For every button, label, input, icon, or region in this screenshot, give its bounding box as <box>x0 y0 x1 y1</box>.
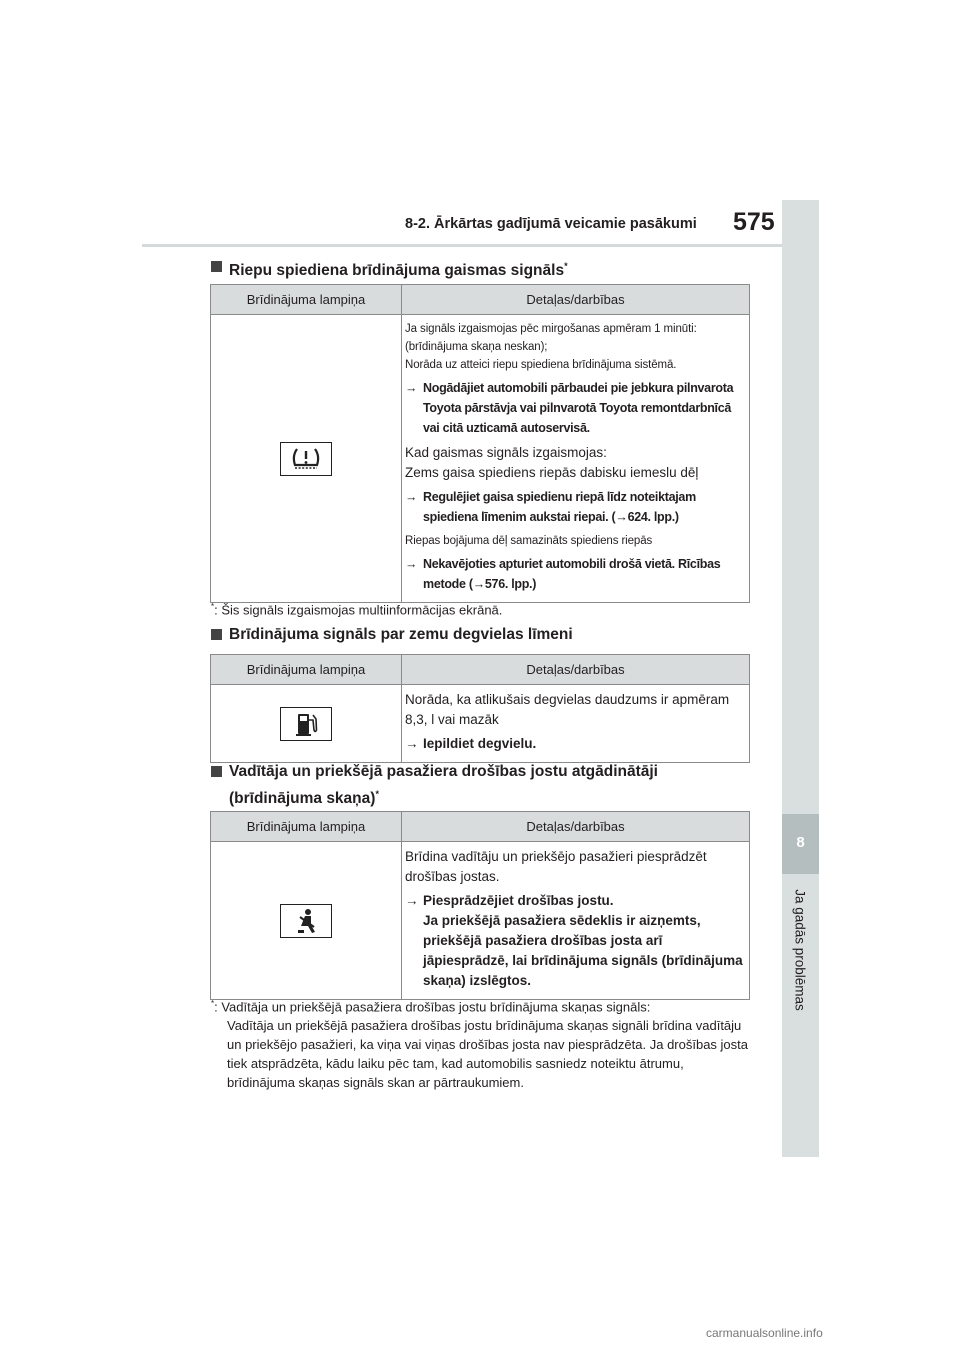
footnote-mark: * <box>564 261 568 271</box>
seatbelt-reminder-icon <box>280 904 332 938</box>
arrow-icon: → <box>472 577 485 591</box>
header-details: Detaļas/darbības <box>402 812 750 842</box>
page-reference: 576. lpp.) <box>484 577 537 591</box>
seatbelt-table <box>210 811 750 1000</box>
chapter-label: Ja gadās problēmas <box>792 889 808 1011</box>
page-number: 575 <box>733 208 775 236</box>
tire-pressure-warning-icon <box>280 442 332 476</box>
detail-text: (brīdinājuma skaņa neskan); <box>405 341 548 353</box>
arrow-icon: → <box>405 490 418 504</box>
details-cell <box>402 315 750 603</box>
header-lamp: Brīdinājuma lampiņa <box>211 812 402 842</box>
footnote-text: : Šis signāls izgaismojas multiinformācijas ekrānā. <box>214 602 503 618</box>
action-text: Ja priekšējā pasažiera sēdeklis ir aizņemts, priekšējā pasažiera drošības josta arī jāpiesprādzē, lai brīdinājuma signāls (brīdinājuma skaņa) izslēgtos. <box>423 913 743 988</box>
action-item <box>405 734 743 754</box>
arrow-icon: → <box>615 510 628 524</box>
square-bullet-icon <box>211 766 222 777</box>
lamp-cell <box>211 315 402 603</box>
detail-text: Norāda, ka atlikušais degvielas daudzums ir apmēram 8,3, l vai mazāk <box>405 692 730 727</box>
tire-pressure-table <box>210 284 750 603</box>
details-cell <box>402 685 750 763</box>
action-item <box>405 891 743 991</box>
action-text: Nogādājiet automobili pārbaudei pie jebkura pilnvarota Toyota pārstāvja vai pilnvarotā Toyota remontdarbnīcā vai citā uzticamā autoservisā. <box>423 381 734 435</box>
arrow-icon: → <box>405 893 419 908</box>
header-lamp: Brīdinājuma lampiņa <box>211 285 402 315</box>
header-divider <box>142 244 782 247</box>
header-details: Detaļas/darbības <box>402 655 750 685</box>
heading-text: (brīdinājuma skaņa) <box>229 790 376 808</box>
detail-text: Riepas bojājuma dēļ samazināts spiediens riepās <box>405 535 653 547</box>
action-item <box>405 554 743 594</box>
arrow-icon: → <box>405 736 419 751</box>
action-item <box>405 378 743 438</box>
section-heading-fuel <box>211 623 573 646</box>
details-cell <box>402 842 750 1000</box>
section-title: 8-2. Ārkārtas gadījumā veicamie pasākumi <box>405 216 697 232</box>
fuel-table <box>210 654 750 763</box>
footnote-tire-pressure <box>211 597 502 619</box>
square-bullet-icon <box>211 629 222 640</box>
section-heading-tire-pressure <box>211 255 568 282</box>
square-bullet-icon <box>211 261 222 272</box>
action-text: Piesprādzējiet drošības jostu. <box>423 893 614 908</box>
chapter-number: 8 <box>796 834 805 851</box>
heading-text: Riepu spiediena brīdinājuma gaismas signāls <box>229 262 565 280</box>
heading-text: Vadītāja un priekšējā pasažiera drošības jostu atgādinātāji <box>229 763 658 780</box>
arrow-icon: → <box>405 381 418 395</box>
detail-text: Brīdina vadītāju un priekšējo pasažieri piesprādzēt drošības jostas. <box>405 849 707 884</box>
lamp-cell <box>211 685 402 763</box>
footnote-mark: * <box>211 999 215 1008</box>
footnote-mark: * <box>211 602 215 611</box>
action-item <box>405 487 743 527</box>
detail-text: Ja signāls izgaismojas pēc mirgošanas apmēram 1 minūti: <box>405 323 697 335</box>
lamp-cell <box>211 842 402 1000</box>
section-heading-seatbelt <box>211 760 658 810</box>
action-text: Regulējiet gaisa spiedienu riepā līdz noteiktajam spiediena līmenim aukstai riepai. ( <box>423 490 696 524</box>
header-details: Detaļas/darbības <box>402 285 750 315</box>
detail-text: Norāda uz atteici riepu spiediena brīdinājuma sistēmā. <box>405 359 677 371</box>
action-text: Iepildiet degvielu. <box>423 736 537 751</box>
footnote-text: Vadītāja un priekšējā pasažiera drošības jostu brīdinājuma skaņas signāli brīdina vadītāju un priekšējo pasažieri, ka viņa vai viņas drošības josta nav piesprādzēta. Ja drošības josta tiek atsprādzēta, kādu laiku pēc tam, kad automobilis sasniedz noteiktu ātrumu, brīdinājuma skaņas signāls skan ar pārtraukumiem. <box>227 1018 749 1091</box>
detail-text: Zems gaisa spiediens riepās dabisku iemeslu dēļ <box>405 465 699 480</box>
footnote-text: : Vadītāja un priekšējā pasažiera drošības jostu brīdinājuma skaņas signāls: <box>214 999 651 1015</box>
heading-text: Brīdinājuma signāls par zemu degvielas līmeni <box>229 626 573 643</box>
action-text: Nekavējoties apturiet automobili drošā vietā. Rīcības metode ( <box>423 557 721 591</box>
chapter-side-tab <box>782 200 819 1157</box>
arrow-icon: → <box>405 557 418 571</box>
header-lamp: Brīdinājuma lampiņa <box>211 655 402 685</box>
watermark: carmanualsonline.info <box>706 1326 823 1340</box>
fuel-pump-icon <box>280 707 332 741</box>
detail-text: Kad gaismas signāls izgaismojas: <box>405 445 607 460</box>
page-reference: 624. lpp.) <box>627 510 679 524</box>
footnote-seatbelt <box>211 994 751 1092</box>
footnote-mark: * <box>375 789 379 799</box>
